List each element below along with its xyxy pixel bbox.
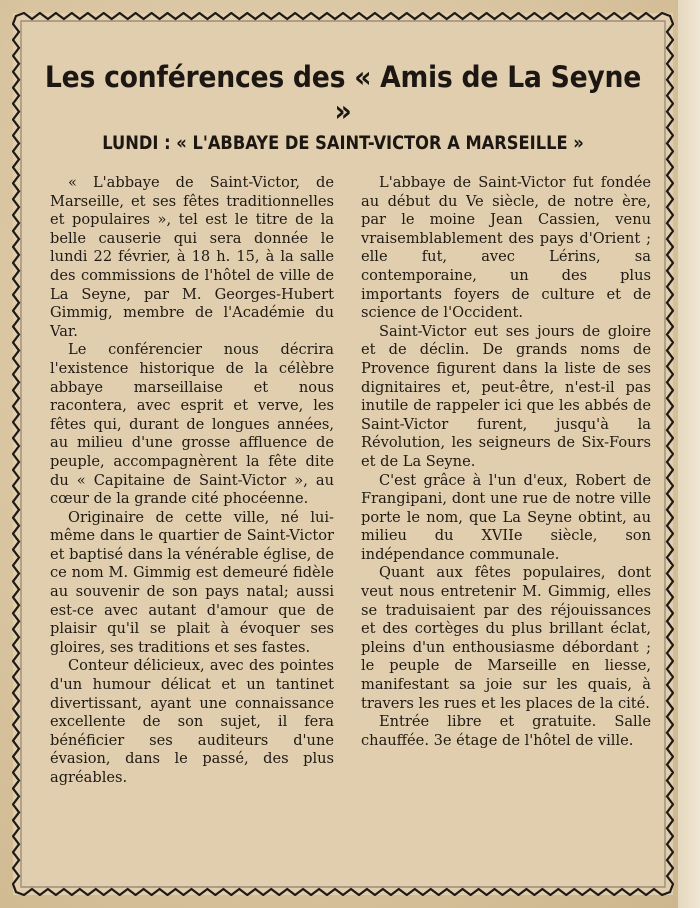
paragraph: Saint-Victor eut ses jours de gloire et de déclin. De grands noms de Provence figurent dans la liste de ses dignitaires et, peut-être, n'est-il pas inutile de rappeler ici que les abbés de Saint-Victor furent, jusqu'à la Révolution, les seigneurs de Six-Fours et de La Seyne. [361,322,651,470]
paragraph: Entrée libre et gratuite. Salle chauffée. 3e étage de l'hôtel de ville. [361,713,651,749]
paragraph: Quant aux fêtes populaires, dont veut nous entretenir M. Gimmig, elles se traduisaient par des réjouissances et des cortèges du plus brillant éclat, pleins d'un enthousiasme débordant ; le peuple de Marseille en liesse, manifestant sa joie sur les quais, à travers les rues et les places de la cité. [361,564,651,712]
paragraph: Originaire de cette ville, né lui-même dans le quartier de Saint-Victor et baptisé dans la vénérable église, de ce nom M. Gimmig est demeuré fidèle au souvenir de son pays natal; aussi est-ce avec autant d'amour que de plaisir qu'il se plait à évoquer ses gloires, ses traditions et ses fastes. [50,508,334,656]
paragraph: L'abbaye de Saint-Victor fut fondée au début du Ve siècle, de notre ère, par le moine Jean Cassien, venu vraisemblablement des pays d'Orient ; elle fut, avec Lérins, sa contemporaine, un des plus importants foyers de culture et de science de l'Occident. [361,174,651,322]
right-column [361,174,651,750]
paragraph: C'est grâce à l'un d'eux, Robert de Frangipani, dont une rue de notre ville porte le nom, que La Seyne obtint, au milieu du XVIIe siècle, son indépendance communale. [361,471,651,563]
paragraph: « L'abbaye de Saint-Victor, de Marseille, et ses fêtes traditionnelles et populaires », tel est le titre de la belle causerie qui sera donnée le lundi 22 février, à 18 h. 15, à la salle des commissions de l'hôtel de ville de La Seyne, par M. Georges-Hubert Gimmig, membre de l'Académie du Var. [50,174,334,340]
left-column [50,174,334,788]
page-edge [678,0,700,908]
newspaper-clipping [12,12,674,896]
article-subtitle: LUNDI : « L'ABBAYE DE SAINT-VICTOR A MARSEILLE » [102,133,584,154]
paragraph: Le conférencier nous décrira l'existence historique de la célèbre abbaye marseillaise et nous racontera, avec esprit et verve, les fêtes qui, durant de longues années, au milieu d'une grosse affluence de peuple, accompagnèrent la fête dite du « Capitaine de Saint-Victor », au cœur de la grande cité phocéenne. [50,341,334,508]
article-title: Les conférences des « Amis de La Seyne » [44,60,642,128]
paragraph: Conteur délicieux, avec des pointes d'un humour délicat et un tantinet divertissant, ayant une connaissance excellente de son sujet, il fera bénéficier ses auditeurs d'une évasion, dans le passé, des plus agréables. [50,657,334,786]
